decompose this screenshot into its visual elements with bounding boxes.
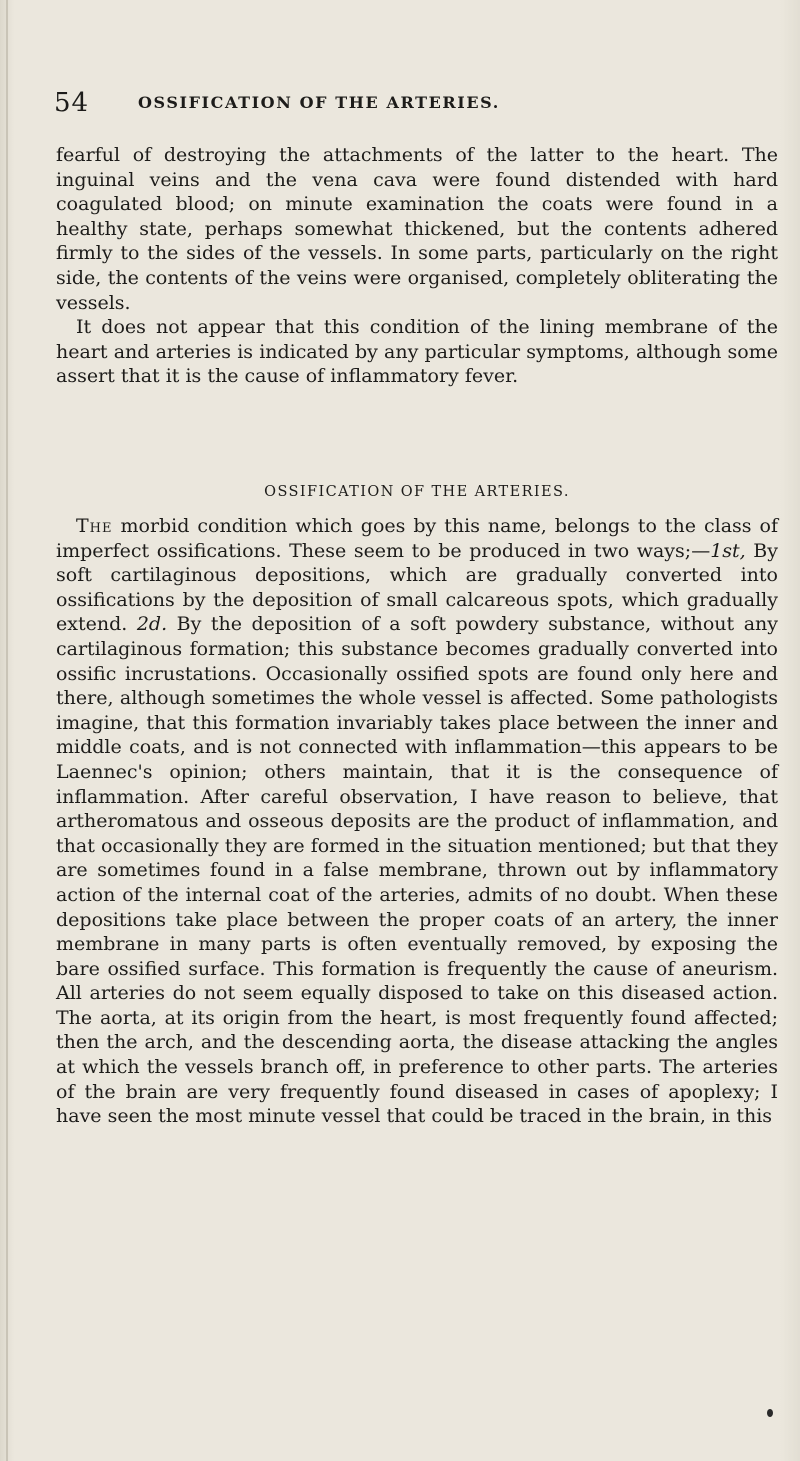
- running-head: [54, 88, 774, 120]
- section-text-part-2: By soft cartilaginous depositions, which are gradually converted into ossifications by the deposition of small calcareous spots, which gradually extend.: [56, 539, 778, 636]
- page-gutter-shadow: [6, 0, 8, 1461]
- section-text-part-1: morbid condition which goes by this name, belongs to the class of imperfect ossifications. These seem to be produced in two ways;—: [56, 515, 778, 562]
- running-head-title: OSSIFICATION OF THE ARTERIES.: [138, 93, 500, 112]
- section-marker-first: 1st,: [710, 539, 746, 562]
- section-paragraph: [56, 514, 778, 1129]
- section-heading: OSSIFICATION OF THE ARTERIES.: [264, 484, 570, 500]
- continued-paragraph: fearful of destroying the attachments of the latter to the heart. The inguinal veins and the vena cava were found distended with hard coagulated blood; on minute examination the coats were found in a healthy state, perhaps somewhat thickened, but the contents adhered firmly to the sides of the vessels. In some parts, particularly on the right side, the contents of the veins were organised, completely obliterating the vessels.: [56, 144, 778, 314]
- page-number: 54: [54, 88, 90, 118]
- section-text-block: [56, 514, 778, 1129]
- lining-membrane-paragraph: It does not appear that this condition of the lining membrane of the heart and arteries is indicated by any particular symptoms, although some assert that it is the cause of inflammatory fever.: [56, 316, 778, 388]
- section-text-part-3: By the deposition of a soft powdery substance, without any cartilaginous formation; this substance becomes gradually converted into ossific incrustations. Occasionally ossified spots are found only here and there, although sometimes the whole vessel is affected. Some pathologists imagine, that this formation invariably takes place between the inner and middle coats, and is not connected with inflammation—this appears to be Laennec's opinion; others maintain, that it is the consequence of inflammation. After careful observation, I have reason to believe, that artheromatous and osseous deposits are the product of inflammation, and that occasionally they are formed in the situation mentioned; but that they are sometimes found in a false membrane, thrown out by inflammatory action of the internal coat of the arteries, admits of no doubt. When these depositions take place between the proper coats of an artery, the inner membrane in many parts is often eventually removed, by exposing the bare ossified surface. This formation is frequently the cause of aneurism. All arteries do not seem equally disposed to take on this diseased action. The aorta, at its origin from the heart, is most frequently found affected; then the arch, and the descending aorta, the disease attacking the angles at which the vessels branch off, in preference to other parts. The arteries of the brain are very frequently found diseased in cases of apoplexy; I have seen the most minute vessel that could be traced in the brain, in this: [56, 613, 778, 1128]
- ink-speck: [767, 1409, 773, 1417]
- section-marker-second: 2d.: [136, 613, 168, 636]
- section-lead-word: The: [76, 515, 113, 537]
- continued-text-block: [56, 143, 778, 389]
